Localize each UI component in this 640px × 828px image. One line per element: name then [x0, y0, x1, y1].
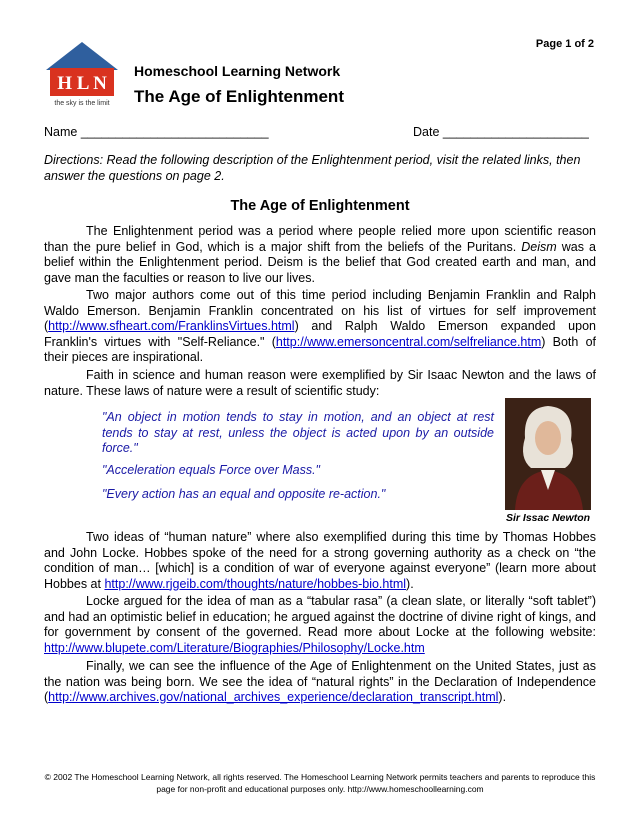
paragraph-deism: The Enlightenment period was a period where people relied more upon scientific reason than the pure belief in God, which is a major shift from the beliefs of the Puritans. Deism was a belief within the Enlightenment period. Deism is the belief that God created earth and man, and gave man the faculties or reason to live our lives. [44, 224, 596, 285]
quote-third-law: "Every action has an equal and opposite re-action." [102, 487, 386, 501]
footer-line-2: page for non-profit and educational purposes only. http://www.homeschoollearning.com [156, 784, 484, 794]
paragraph-hobbes: Two ideas of “human nature” where also exemplified during this time by Thomas Hobbes and John Locke. Hobbes spoke of the need for a strong governing authority as a check on “the condition of man… [which] is a condition of war of everyone against everyone” (learn more about Hobbes at http://www.rjgeib.com/thoughts/nature/hobbes-bio.html). [44, 530, 596, 591]
hobbes-link[interactable]: http://www.rjgeib.com/thoughts/nature/hobbes-bio.html [104, 576, 407, 591]
footer-line-1: © 2002 The Homeschool Learning Network, all rights reserved. The Homeschool Learning Network permits teachers and parents to reproduce this [44, 772, 596, 782]
organization-name: Homeschool Learning Network [134, 63, 341, 79]
name-field[interactable]: Name ___________________________ [44, 125, 269, 139]
franklin-link[interactable]: http://www.sfheart.com/FranklinsVirtues.html [48, 319, 295, 333]
emerson-link[interactable]: http://www.emersoncentral.com/selfreliance.htm [275, 334, 542, 349]
portrait-caption: Sir Issac Newton [505, 512, 591, 524]
logo-text: H L N [57, 73, 107, 94]
paragraph-newton: Faith in science and human reason were exemplified by Sir Isaac Newton and the laws of nature. These laws of nature were a result of scientific study: [44, 368, 596, 398]
date-field[interactable]: Date _____________________ [413, 125, 589, 139]
section-heading: The Age of Enlightenment [230, 198, 410, 214]
locke-link[interactable]: http://www.blupete.com/Literature/Biographies/Philosophy/Locke.htm [44, 640, 425, 655]
quote-first-law: "An object in motion tends to stay in motion, and an object at rest tends to stay at rest, unless the object is acted upon by an outside force." [102, 410, 494, 455]
newton-portrait [505, 398, 591, 510]
quote-second-law: "Acceleration equals Force over Mass." [102, 463, 320, 477]
page-number: Page 1 of 2 [535, 38, 594, 50]
paragraph-locke: Locke argued for the idea of man as a “tabular rasa” (a clean slate, or literally “soft tablet”) and had an optimistic belief in education; he argued against the doctrine of divine right of kings, and for government by consent of the governed. Read more about Locke at the following website: http://www.blupete.com/Literature/Biographies/Philosophy/Locke.htm [44, 594, 596, 655]
logo-tagline: the sky is the limit [54, 100, 110, 107]
copyright-footer [40, 771, 600, 795]
hln-logo [44, 42, 120, 108]
directions: Directions: Read the following description of the Enlightenment period, visit the related links, then answer the questions on page 2. [44, 153, 581, 183]
paragraph-declaration: Finally, we can see the influence of the Age of Enlightenment on the United States, just as the nation was being born. We see the idea of “natural rights” in the Declaration of Independence (http://www.archives.gov/national_archives_experience/declaration_transcript.html). [44, 659, 596, 704]
page-title: The Age of Enlightenment [134, 87, 344, 106]
paragraph-authors: Two major authors come out of this time period including Benjamin Franklin and Ralph Waldo Emerson. Benjamin Franklin concentrated on his list of virtues for self improvement (http://www.sfheart.com/FranklinsVirtues.html) and Ralph Waldo Emerson expanded upon Franklin's virtues with "Self-Reliance." (http://www.emersoncentral.com/selfreliance.htm) Both of their pieces are inspirational. [44, 288, 597, 364]
declaration-link[interactable]: http://www.archives.gov/national_archives_experience/declaration_transcript.html [48, 690, 499, 704]
